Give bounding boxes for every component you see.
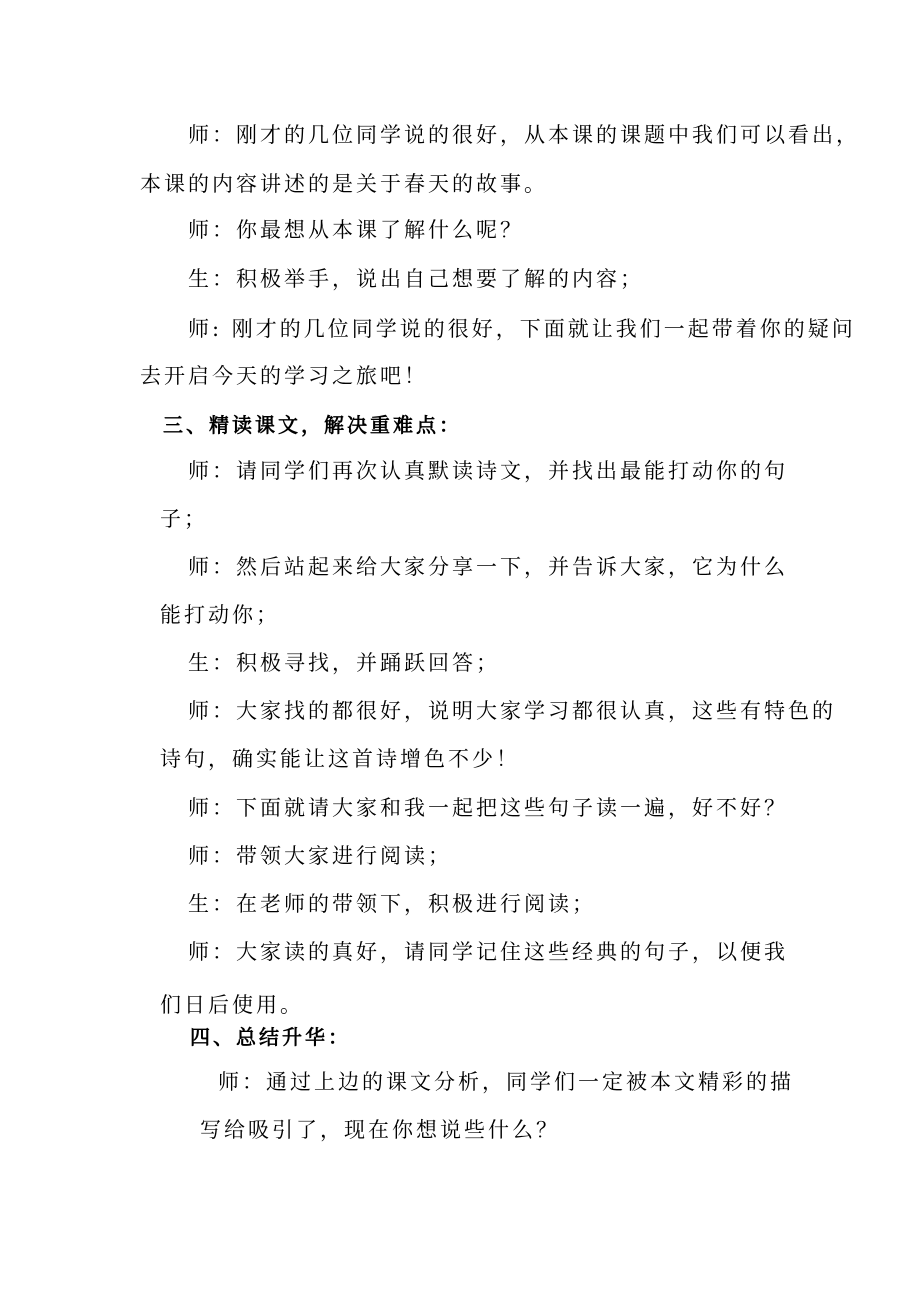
paragraph-line: 本课的内容讲述的是关于春天的故事。	[140, 172, 548, 196]
paragraph-line: 师: 刚才的几位同学说的很好，下面就让我们一起带着你的疑问	[188, 317, 856, 341]
paragraph-line: 师：大家找的都很好，说明大家学习都很认真，这些有特色的	[188, 699, 836, 723]
paragraph-line: 师：请同学们再次认真默读诗文，并找出最能打动你的句	[188, 459, 788, 483]
paragraph-line: 子；	[160, 507, 208, 531]
paragraph-line: 诗句，确实能让这首诗增色不少！	[160, 747, 520, 771]
paragraph-line: 能打动你；	[160, 603, 280, 627]
paragraph-line: 师：你最想从本课了解什么呢？	[188, 218, 524, 242]
paragraph-line: 们日后使用。	[160, 993, 304, 1017]
paragraph-line: 生：积极寻找，并踊跃回答；	[188, 651, 500, 675]
paragraph-line: 生：在老师的带领下，积极进行阅读；	[188, 892, 596, 916]
paragraph-line: 生：积极举手，说出自己想要了解的内容；	[188, 267, 644, 291]
paragraph-line: 师：带领大家进行阅读；	[188, 844, 452, 868]
paragraph-line: 师：刚才的几位同学说的很好，从本课的课题中我们可以看出，	[188, 123, 860, 147]
paragraph-line: 师：然后站起来给大家分享一下，并告诉大家，它为什么	[188, 555, 788, 579]
paragraph-line: 写给吸引了，现在你想说些什么？	[200, 1118, 560, 1142]
paragraph-line: 师：大家读的真好，请同学记住这些经典的句子，以便我	[188, 940, 788, 964]
paragraph-line: 师：下面就请大家和我一起把这些句子读一遍，好不好？	[188, 796, 788, 820]
paragraph-line: 师：通过上边的课文分析，同学们一定被本文精彩的描	[218, 1070, 794, 1094]
section-heading: 三、精读课文，解决重难点：	[163, 413, 462, 437]
section-heading: 四、总结升华：	[190, 1025, 351, 1049]
paragraph-line: 去开启今天的学习之旅吧！	[140, 364, 428, 388]
